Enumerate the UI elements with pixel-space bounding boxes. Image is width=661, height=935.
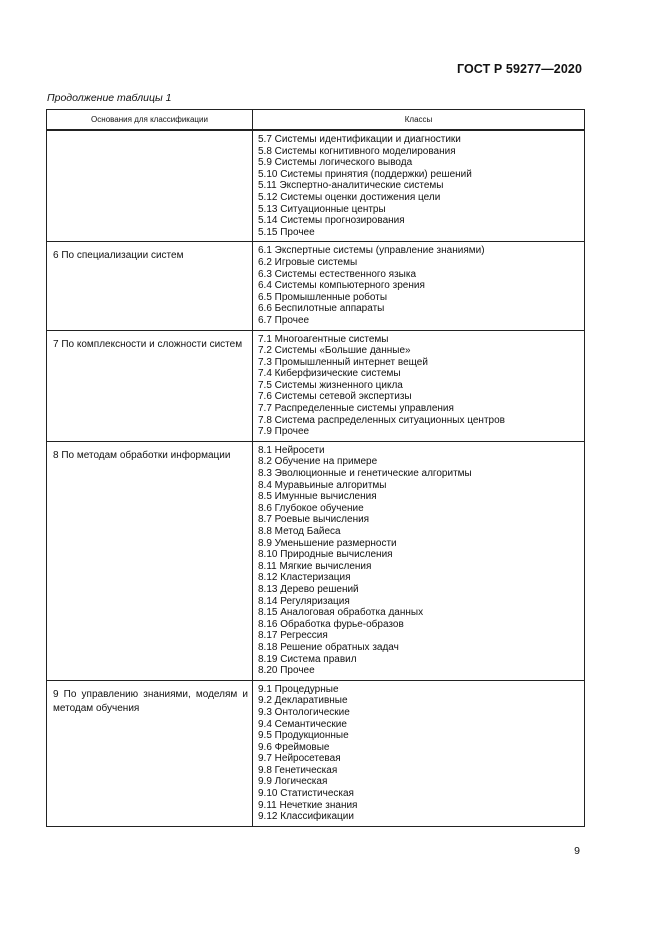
classes-list xyxy=(253,330,585,441)
class-item: 8.12 Кластеризация xyxy=(258,572,351,584)
class-item: 9.12 Классификации xyxy=(258,811,354,823)
class-item: 6.3 Системы естественного языка xyxy=(258,268,417,280)
class-item: 8.6 Глубокое обучение xyxy=(258,502,364,514)
class-item: 8.17 Регрессия xyxy=(258,630,328,642)
classes-list xyxy=(253,130,585,242)
class-item: 9.1 Процедурные xyxy=(258,683,339,695)
class-item: 8.3 Эволюционные и генетические алгоритмы xyxy=(258,468,472,480)
table-caption: Продолжение таблицы 1 xyxy=(47,92,172,104)
class-item: 7.2 Системы «Большие данные» xyxy=(258,345,411,357)
class-item: 7.1 Многоагентные системы xyxy=(258,333,389,345)
class-item: 6.7 Прочее xyxy=(258,314,310,326)
class-item: 5.10 Системы принятия (поддержки) решений xyxy=(258,168,472,180)
class-item: 9.5 Продукционные xyxy=(258,730,349,742)
class-item: 5.9 Системы логического вывода xyxy=(258,157,413,169)
class-item: 7.9 Прочее xyxy=(258,426,310,438)
table-row xyxy=(47,130,585,242)
class-item: 9.4 Семантические xyxy=(258,718,347,730)
class-item: 8.16 Обработка фурье-образов xyxy=(258,618,404,630)
class-item: 8.5 Имунные вычисления xyxy=(258,491,377,503)
class-item: 6.2 Игровые системы xyxy=(258,256,358,268)
class-item: 7.8 Система распределенных ситуационных центров xyxy=(258,414,505,426)
class-item: 9.9 Логическая xyxy=(258,776,328,788)
classification-basis: 6 По специализации систем xyxy=(47,242,253,330)
classification-basis xyxy=(47,130,253,242)
class-item: 8.1 Нейросети xyxy=(258,444,325,456)
classification-basis: 8 По методам обработки информации xyxy=(47,441,253,680)
class-item: 8.14 Регуляризация xyxy=(258,595,350,607)
column-header-basis: Основания для классификации xyxy=(47,110,253,131)
class-item: 5.15 Прочее xyxy=(258,226,315,238)
class-item: 8.8 Метод Байеса xyxy=(258,526,341,537)
class-item: 6.5 Промышленные роботы xyxy=(258,291,388,303)
class-item: 5.11 Экспертно-аналитические системы xyxy=(258,180,444,192)
class-item: 8.7 Роевые вычисления xyxy=(258,514,370,526)
table-header-row xyxy=(47,110,585,131)
class-item: 6.6 Беспилотные аппараты xyxy=(258,303,385,315)
classes-list xyxy=(253,441,585,680)
class-item: 9.11 Нечеткие знания xyxy=(258,799,358,811)
classification-basis: 7 По комплексности и сложности систем xyxy=(47,330,253,441)
table-body xyxy=(47,130,585,826)
class-item: 8.11 Мягкие вычисления xyxy=(258,560,372,572)
table-row xyxy=(47,680,585,826)
class-item: 9.3 Онтологические xyxy=(258,706,350,718)
class-item: 8.19 Система правил xyxy=(258,653,357,665)
class-item: 7.3 Промышленный интернет вещей xyxy=(258,356,428,368)
table-row xyxy=(47,441,585,680)
class-item: 8.4 Муравьиные алгоритмы xyxy=(258,479,387,491)
class-item: 9.8 Генетическая xyxy=(258,764,338,776)
class-item: 8.13 Дерево решений xyxy=(258,583,359,595)
class-item: 7.7 Распределенные системы управления xyxy=(258,403,454,415)
class-item: 5.14 Системы прогнозирования xyxy=(258,215,405,227)
class-item: 8.2 Обучение на примере xyxy=(258,456,378,468)
table-row xyxy=(47,330,585,441)
class-item: 8.20 Прочее xyxy=(258,665,315,677)
classification-basis: 9 По управлению знаниями, моделям и методам обучения xyxy=(47,680,253,826)
class-item: 8.10 Природные вычисления xyxy=(258,549,393,561)
class-item: 8.15 Аналоговая обработка данных xyxy=(258,607,424,619)
classes-list xyxy=(253,680,585,826)
class-item: 9.7 Нейросетевая xyxy=(258,753,341,765)
classification-table xyxy=(46,109,585,827)
class-item: 5.7 Системы идентификации и диагностики xyxy=(258,134,461,145)
classes-list xyxy=(253,242,585,330)
document-standard-code: ГОСТ Р 59277—2020 xyxy=(456,62,582,76)
class-item: 7.5 Системы жизненного цикла xyxy=(258,379,403,391)
class-item: 5.8 Системы когнитивного моделирования xyxy=(258,145,456,157)
class-item: 9.10 Статистическая xyxy=(258,788,354,800)
class-item: 9.2 Декларативные xyxy=(258,695,348,707)
class-item: 5.13 Ситуационные центры xyxy=(258,203,386,215)
class-item: 6.1 Экспертные системы (управление знаниями) xyxy=(258,245,485,257)
table-row xyxy=(47,242,585,330)
class-item: 8.9 Уменьшение размерности xyxy=(258,537,397,549)
class-item: 7.4 Киберфизические системы xyxy=(258,368,401,380)
class-item: 7.6 Системы сетевой экспертизы xyxy=(258,391,412,403)
class-item: 5.12 Системы оценки достижения цели xyxy=(258,191,441,203)
class-item: 8.18 Решение обратных задач xyxy=(258,641,399,653)
page-number: 9 xyxy=(574,845,580,857)
class-item: 9.6 Фреймовые xyxy=(258,741,330,753)
column-header-classes: Классы xyxy=(253,110,585,131)
class-item: 6.4 Системы компьютерного зрения xyxy=(258,280,425,292)
